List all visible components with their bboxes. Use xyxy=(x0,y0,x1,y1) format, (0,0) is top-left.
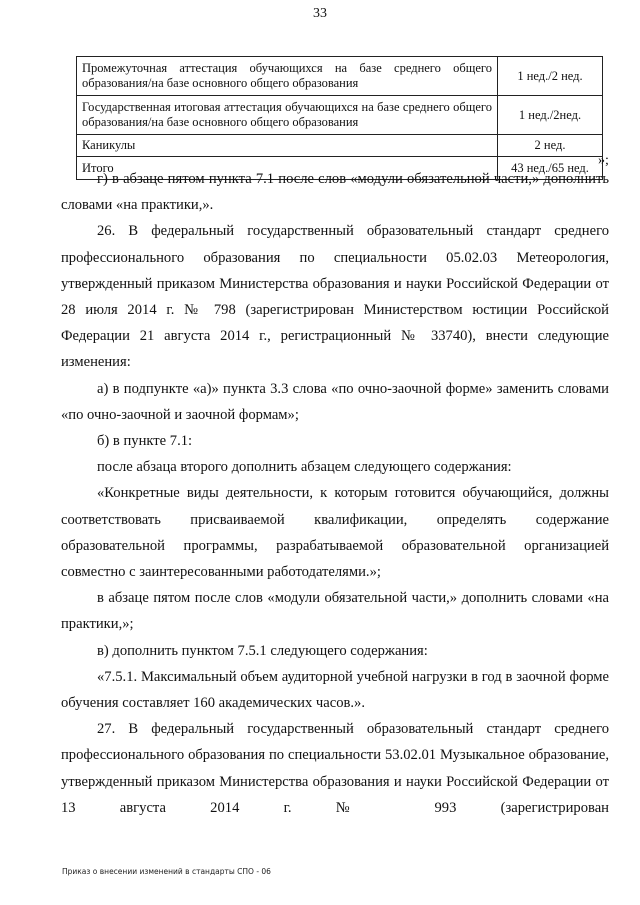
table-cell-duration: 1 нед./2 нед. xyxy=(498,57,603,96)
document-body xyxy=(61,166,609,821)
paragraph: 26. В федеральный государственный образовательный стандарт среднего профессионального образования по специальности 05.02.03 Метеорология, утвержденный приказом Министерства образования и науки Российской Федерации от 28 июля 2014 г. № 798 (зарегистрирован Министерством юстиции Российской Федерации 21 августа 2014 г., регистрационный № 33740), внести следующие изменения: xyxy=(61,223,609,371)
table-cell-duration: 43 нед./65 нед. xyxy=(498,157,603,180)
table-closing-quote: »; xyxy=(598,153,609,168)
table-row xyxy=(77,135,603,157)
paragraph: 27. В федеральный государственный образовательный стандарт среднего профессионального образования по специальности 53.02.01 Музыкальное образование, утвержденный приказом Министерства образования и науки Российской Федерации от 13 августа 2014 г. № 993 (зарегистрирован xyxy=(61,721,609,816)
table-cell-activity: Каникулы xyxy=(77,135,498,157)
paragraph: в абзаце пятом после слов «модули обязательной части,» дополнить словами «на практики,»; xyxy=(61,590,609,633)
table-cell-activity: Промежуточная аттестация обучающихся на базе среднего общего образования/на базе основного общего образования xyxy=(77,57,498,96)
table-cell-duration: 1 нед./2нед. xyxy=(498,96,603,135)
table-row xyxy=(77,96,603,135)
document-footer: Приказ о внесении изменений в стандарты СПО - 06 xyxy=(62,867,271,876)
paragraph: в) дополнить пунктом 7.5.1 следующего содержания: xyxy=(97,642,428,659)
paragraph: б) в пункте 7.1: xyxy=(97,433,193,450)
paragraph: а) в подпункте «а)» пункта 3.3 слова «по очно-заочной форме» заменить словами «по очно-заочной и заочной формам»; xyxy=(61,380,609,423)
paragraph: «Конкретные виды деятельности, к которым готовится обучающийся, должны соответствовать присваиваемой квалификации, определять содержание образовательной программы, разрабатываемой образовательной организацией совместно с заинтересованными работодателями.»; xyxy=(61,485,609,581)
table-row xyxy=(77,57,603,96)
paragraph: «7.5.1. Максимальный объем аудиторной учебной нагрузки в год в заочной форме обучения составляет 160 академических часов.». xyxy=(61,668,609,712)
page-number: 33 xyxy=(313,6,327,21)
table-cell-duration: 2 нед. xyxy=(498,135,603,157)
study-schedule-table xyxy=(76,56,603,180)
paragraph: после абзаца второго дополнить абзацем следующего содержания: xyxy=(97,459,512,476)
table-cell-activity: Итого xyxy=(77,157,498,180)
paragraph: г) в абзаце пятом пункта 7.1 после слов «модули обязательной части,» дополнить словами «на практики,». xyxy=(61,171,609,214)
table-cell-activity: Государственная итоговая аттестация обучающихся на базе среднего общего образования/на базе основного общего образования xyxy=(77,96,498,135)
